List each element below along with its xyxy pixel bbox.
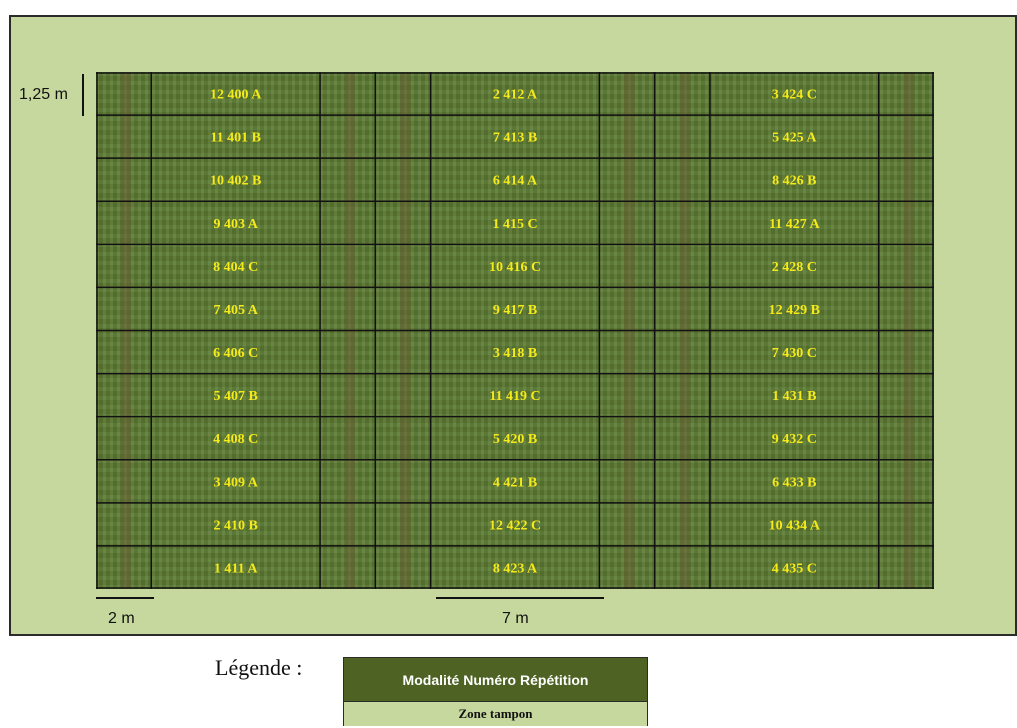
row-height-scale-label: 1,25 m (19, 86, 68, 103)
legend-label: Légende : (215, 655, 303, 680)
field-plot-grid (96, 72, 934, 589)
plot-label: 7 430 C (771, 346, 817, 362)
plot-label: 4 435 C (771, 561, 817, 577)
plot-label: 12 422 C (488, 518, 542, 534)
plot-grid-svg (96, 72, 934, 589)
plot-width-scale-bar (436, 597, 604, 599)
plot-label: 10 416 C (488, 259, 542, 275)
plot-label: 7 413 B (492, 130, 538, 146)
plot-label: 10 402 B (209, 173, 262, 189)
plot-label: 5 420 B (492, 432, 538, 448)
plot-label: 3 409 A (213, 475, 258, 491)
plot-label: 6 414 A (492, 173, 538, 189)
plot-label: 12 429 B (768, 302, 821, 318)
plot-label: 2 412 A (492, 87, 538, 103)
plot-label: 1 415 C (492, 216, 538, 232)
plot-label: 11 427 A (769, 216, 820, 232)
plot-label: 5 407 B (213, 389, 258, 405)
legend-buffer-entry: Zone tampon (344, 702, 647, 726)
plot-label: 2 410 B (213, 518, 258, 534)
plot-label: 11 401 B (210, 130, 261, 146)
plot-label: 6 406 C (213, 346, 259, 362)
plot-label: 12 400 A (209, 87, 262, 103)
plot-label: 2 428 C (771, 259, 817, 275)
plot-label: 4 421 B (492, 475, 538, 491)
plot-label: 9 403 A (213, 216, 258, 232)
plot-label: 11 419 C (489, 389, 541, 405)
plot-label: 7 405 A (213, 302, 258, 318)
row-height-scale-bar (82, 74, 84, 116)
legend-plot-entry: Modalité Numéro Répétition (344, 658, 647, 702)
plot-label: 9 432 C (771, 432, 817, 448)
plot-label: 3 418 B (492, 346, 538, 362)
plot-label: 1 411 A (213, 561, 258, 577)
plot-label: 9 417 B (492, 302, 538, 318)
plot-label: 8 426 B (772, 173, 817, 189)
plot-label: 6 433 B (772, 475, 817, 491)
plot-label: 1 431 B (772, 389, 817, 405)
buffer-width-scale-label: 2 m (108, 610, 135, 627)
legend-box (343, 657, 648, 726)
plot-label: 10 434 A (768, 518, 821, 534)
buffer-width-scale-bar (96, 597, 154, 599)
plot-label: 5 425 A (772, 130, 817, 146)
plot-label: 8 404 C (213, 259, 259, 275)
plot-label: 4 408 C (213, 432, 259, 448)
plot-label: 3 424 C (771, 87, 817, 103)
plot-width-scale-label: 7 m (502, 610, 529, 627)
plot-label: 8 423 A (492, 561, 538, 577)
